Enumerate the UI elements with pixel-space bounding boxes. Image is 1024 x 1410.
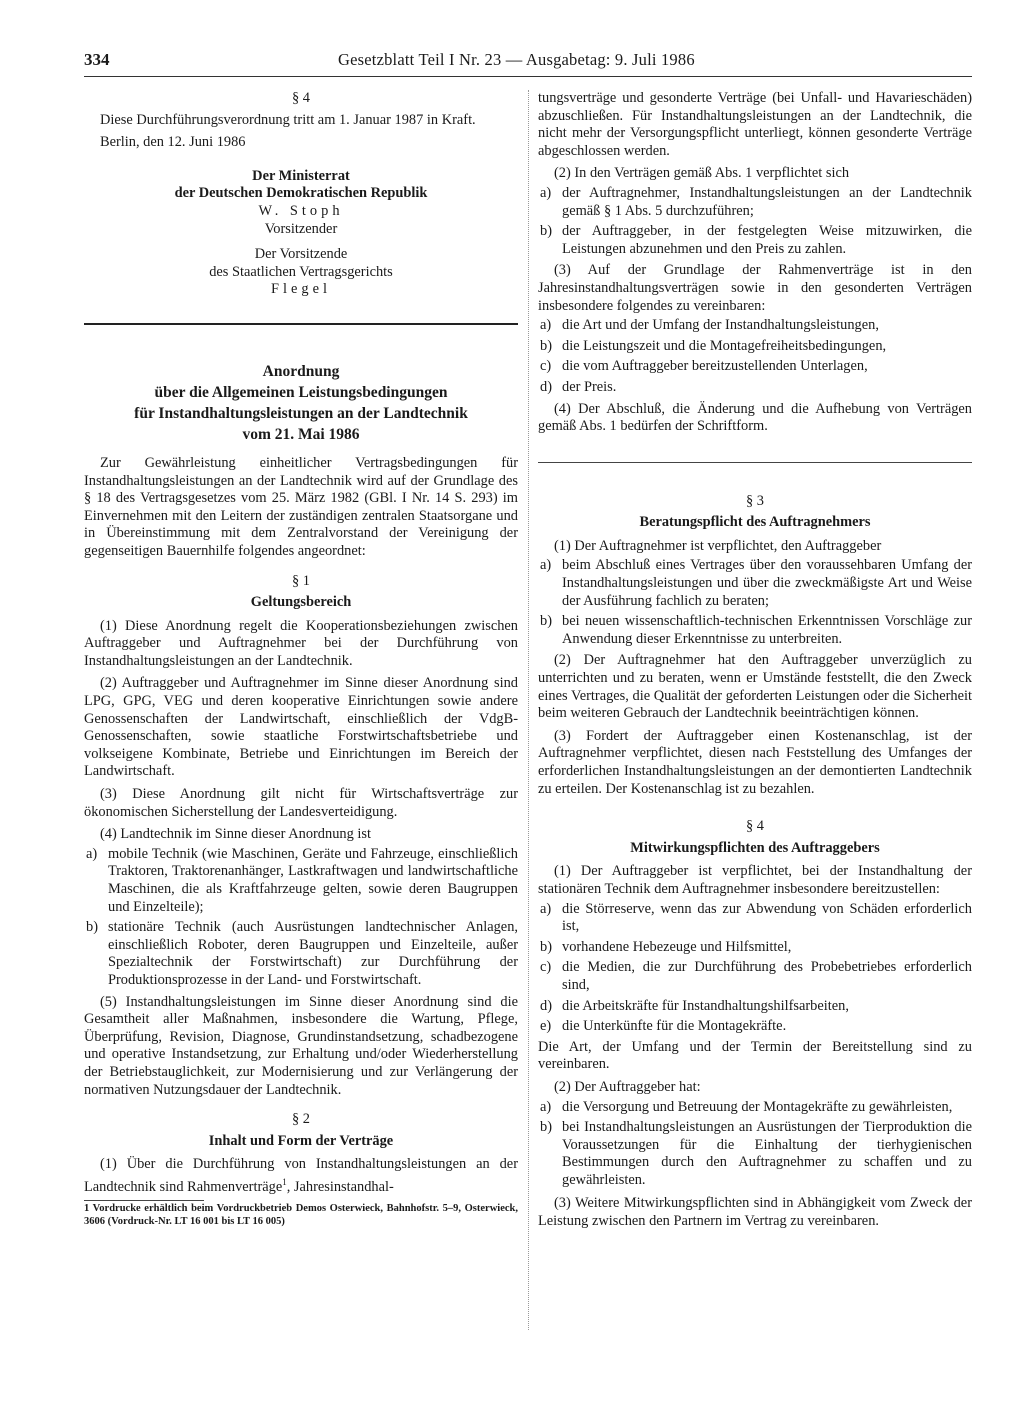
paragraph: (2) Auftraggeber und Auftragnehmer im Sinne dieser Anordnung sind LPG, GPG, VEG und deren kooperative Einrichtungen sowie andere Genossenschaften der Landwirtschaft, einschließlich der VdgB-Genossenschaften, sowie staatliche Forstwirtschaftsbetriebe und volkseigene Kombinate, Betriebe und Einrichtungen im Bereich der Landwirtschaft. — [84, 675, 518, 780]
list-label: c) — [540, 959, 552, 976]
preamble: Zur Gewährleistung einheitlicher Vertragsbedingungen für Instandhaltungsleistungen an der Landtechnik wird auf der Grundlage des § 18 des Vertragsgesetzes vom 25. März 1982 (GBl. I Nr. 14 S. 293) im Einvernehmen mit den Leitern der zuständigen zentralen Staatsorgane und in Übereinstimmung mit dem Zentralvorstand der Vereinigung der gegenseitigen Bauernhilfe folgendes angeordnet: — [84, 454, 518, 559]
list-label: b) — [540, 938, 552, 955]
paragraph: (1) Der Auftraggeber ist verpflichtet, bei der Instandhaltung der stationären Technik dem Auftragnehmer insbesondere bereitzustellen: — [538, 863, 972, 897]
list-text: vorhandene Hebezeuge und Hilfsmittel, — [562, 938, 792, 955]
list-label: a) — [540, 317, 552, 334]
section-heading: Inhalt und Form der Verträge — [208, 1132, 394, 1149]
list-item — [538, 317, 972, 335]
list-text: die Art und der Umfang der Instandhaltungsleistungen, — [562, 317, 879, 334]
list-text: mobile Technik (wie Maschinen, Geräte und Fahrzeuge, einschließlich Traktoren, Traktorenanhänger, Lastkraftwagen und landwirtschaftliche Maschinen, die als Kraftfahrzeuge gelten, sowie deren Baugruppen und Einzelteile); — [108, 845, 518, 915]
list-item — [538, 959, 972, 994]
list-text: der Preis. — [562, 378, 617, 395]
list-text: die Unterkünfte für die Montagekräfte. — [562, 1018, 787, 1035]
title-line: für Instandhaltungsleistungen an der Landtechnik — [134, 404, 468, 422]
list-text: die Versorgung und Betreuung der Montagekräfte zu gewährleisten, — [562, 1098, 953, 1115]
title-date: vom 21. Mai 1986 — [242, 425, 360, 443]
section-divider — [84, 323, 518, 325]
list-label: a) — [540, 184, 552, 201]
list-item — [84, 846, 518, 916]
paragraph: (3) Weitere Mitwirkungspflichten sind in Abhängigkeit vom Zweck der Leistung zwischen den Partnern im Vertrag zu vereinbaren. — [538, 1195, 972, 1230]
signature-org: Der Ministerrat — [252, 167, 350, 184]
section-symbol: § 4 — [746, 818, 764, 835]
signature-role: des Staatlichen Vertragsgerichts — [209, 263, 393, 280]
left-column — [84, 90, 518, 1228]
list-text: die Leistungszeit und die Montagefreiheitsbedingungen, — [562, 337, 887, 354]
footnote: 1 Vordrucke erhältlich beim Vordruckbetrieb Demos Osterwieck, Bahnhofstr. 5–9, Osterwieck, 3606 (Vordruck-Nr. LT 16 001 bis LT 16 005) — [84, 1203, 518, 1227]
list-item — [538, 185, 972, 220]
paragraph: tungsverträge und gesonderte Verträge (bei Unfall- und Havarieschäden) abzuschließen. Für Instandhaltungsleistungen an der Landtechnik, die nicht mehr der Versorgungspflicht unterliegt, können gesonderte Verträge abgeschlossen werden. — [538, 90, 972, 159]
paragraph-text: , Jahresinstandhal- — [286, 1178, 394, 1195]
list-label: b) — [86, 919, 98, 936]
list-item — [538, 1018, 972, 1036]
list-item — [538, 379, 972, 397]
paragraph: (2) In den Verträgen gemäß Abs. 1 verpflichtet sich — [554, 165, 850, 182]
paragraph: (2) Der Auftragnehmer hat den Auftraggeber unverzüglich zu unterrichten und zu beraten, wenn er Umstände feststellt, die den Zweck eines Vertrages, die Qualität der geforderten Leistungen oder die Sicherheit beim weiteren Gebrauch der Landtechnik beeinträchtigen können. — [538, 652, 972, 722]
paragraph: Diese Durchführungsverordnung tritt am 1. Januar 1987 in Kraft. — [100, 111, 476, 128]
section-heading: Beratungspflicht des Auftragnehmers — [639, 514, 871, 531]
paragraph: (2) Der Auftraggeber hat: — [554, 1078, 701, 1095]
right-column — [538, 90, 972, 1236]
list-item — [538, 939, 972, 957]
signature-name: Flegel — [271, 281, 331, 298]
list-label: e) — [540, 1018, 552, 1035]
section-symbol: § 3 — [746, 492, 764, 509]
section-symbol: § 4 — [292, 90, 310, 106]
paragraph: (1) Diese Anordnung regelt die Kooperationsbeziehungen zwischen Auftraggeber und Auftragnehmer bei der Durchführung von Instandhaltungsleistungen an der Landtechnik. — [84, 617, 518, 669]
list-label: d) — [540, 997, 552, 1014]
list-text: die Störreserve, wenn das zur Abwendung von Schäden erforderlich ist, — [562, 900, 972, 935]
paragraph: (1) Der Auftragnehmer ist verpflichtet, den Auftraggeber — [554, 537, 882, 554]
list-label: c) — [540, 358, 552, 375]
page-header — [84, 50, 974, 76]
column-separator — [528, 90, 529, 1330]
list-text: der Auftragnehmer, Instandhaltungsleistungen an der Landtechnik gemäß § 1 Abs. 5 durchzuführen; — [562, 184, 972, 219]
paragraph: Die Art, der Umfang und der Termin der Bereitstellung sind zu vereinbaren. — [538, 1038, 972, 1073]
signature-role: Der Vorsitzende — [254, 246, 348, 263]
list-label: d) — [540, 378, 552, 395]
list-item — [538, 557, 972, 610]
section-heading: Mitwirkungspflichten des Auftraggebers — [630, 839, 880, 856]
list-label: a) — [540, 900, 552, 917]
list-item — [538, 901, 972, 936]
list-item — [538, 358, 972, 376]
paragraph: (3) Fordert der Auftraggeber einen Kostenanschlag, ist der Auftragnehmer verpflichtet, diesen nach Feststellung des Umfanges der erforderlichen Instandhaltungsleistungen an der demontierten Landtechnik zu erteilen. Der Kostenanschlag ist zu bezahlen. — [538, 727, 972, 797]
signature-role: Vorsitzender — [264, 220, 338, 237]
paragraph: (4) Der Abschluß, die Änderung und die Aufhebung von Verträgen gemäß Abs. 1 bedürfen der Schriftform. — [538, 400, 972, 435]
list-text: bei neuen wissenschaftlich-technischen Erkenntnissen Vorschläge zur Anwendung dieser Erkenntnisse zu unterbreiten. — [562, 613, 972, 647]
footnote-rule — [84, 1200, 204, 1201]
section-symbol: § 1 — [292, 572, 310, 589]
list-label: a) — [540, 1098, 552, 1115]
paragraph — [84, 1156, 518, 1196]
list-item — [538, 223, 972, 258]
header-rule — [84, 76, 972, 77]
list-text: die Medien, die zur Durchführung des Probebetriebes erforderlich sind, — [562, 959, 972, 993]
section-divider — [538, 462, 972, 463]
paragraph-text: (1) Über die Durchführung von Instandhaltungsleistungen an der Landtechnik sind Rahmenverträge — [84, 1156, 518, 1195]
paragraph: (5) Instandhaltungsleistungen im Sinne dieser Anordnung sind die Gesamtheit aller Maßnahmen, insbesondere die Wartung, Pflege, Überprüfung, Revision, Diagnose, Grundinstandsetzung, schadbezogene und operative Instandsetzung, zur Erhaltung und/oder Wiederherstellung der Betriebstauglichkeit, zur Modernisierung und zur Verlängerung der normativen Nutzungsdauer der Landtechnik. — [84, 993, 518, 1098]
list-text: die Arbeitskräfte für Instandhaltungshilfsarbeiten, — [562, 997, 849, 1014]
section-symbol: § 2 — [292, 1111, 310, 1128]
list-item — [84, 919, 518, 989]
list-label: b) — [540, 1119, 552, 1136]
section-heading: Geltungsbereich — [250, 594, 352, 611]
list-label: b) — [540, 223, 552, 240]
list-text: der Auftraggeber, in der festgelegten Weise mitzuwirken, die Leistungen abzunehmen und den Preis zu zahlen. — [562, 223, 972, 257]
paragraph: (3) Auf der Grundlage der Rahmenverträge ist in den Jahresinstandhaltungsverträgen sowie in den gesonderten Verträgen insbesondere folgendes zu vereinbaren: — [538, 262, 972, 314]
list-item — [538, 613, 972, 648]
running-head: Gesetzblatt Teil I Nr. 23 — Ausgabetag: 9. Juli 1986 — [338, 50, 695, 69]
paragraph: (4) Landtechnik im Sinne dieser Anordnung ist — [100, 826, 371, 843]
list-text: stationäre Technik (auch Ausrüstungen landtechnischer Anlagen, einschließlich Roboter, deren Baugruppen und Einzelteile, außer Spezialtechnik der Forstwirtschaft) zur Durchführung der Produktionsprozesse in der Land- und Forstwirtschaft. — [108, 919, 518, 988]
footnote-ref: 1 — [282, 1176, 287, 1187]
signature-block — [84, 246, 518, 299]
document-title — [84, 361, 518, 445]
signature-org: der Deutschen Demokratischen Republik — [174, 185, 428, 202]
list-item — [538, 998, 972, 1016]
paragraph: (3) Diese Anordnung gilt nicht für Wirtschaftsverträge zur ökonomischen Sicherstellung der Landesverteidigung. — [84, 786, 518, 820]
list-label: a) — [540, 557, 552, 574]
list-item — [538, 338, 972, 356]
place-date: Berlin, den 12. Juni 1986 — [100, 134, 246, 151]
page-number: 334 — [84, 50, 110, 69]
signature-name: W. Stoph — [258, 202, 344, 219]
title-line: Anordnung — [262, 362, 340, 380]
signature-block — [84, 168, 518, 238]
list-text: beim Abschluß eines Vertrages über den voraussehbaren Umfang der Instandhaltungsleistungen und über die zweckmäßigste Art und Weise der Ausführung fachlich zu beraten; — [562, 557, 972, 609]
list-item — [538, 1119, 972, 1189]
list-label: b) — [540, 613, 552, 630]
list-text: bei Instandhaltungsleistungen an Ausrüstungen der Tierproduktion die Voraussetzungen für die Einhaltung der tierhygienischen Bestimmungen durch den Auftragnehmer zu schaffen und zu gewährleisten. — [562, 1119, 972, 1188]
list-item — [538, 1099, 972, 1117]
list-text: die vom Auftraggeber bereitzustellenden Unterlagen, — [562, 358, 868, 375]
title-line: über die Allgemeinen Leistungsbedingungen — [154, 383, 448, 401]
list-label: a) — [86, 845, 98, 862]
list-label: b) — [540, 337, 552, 354]
